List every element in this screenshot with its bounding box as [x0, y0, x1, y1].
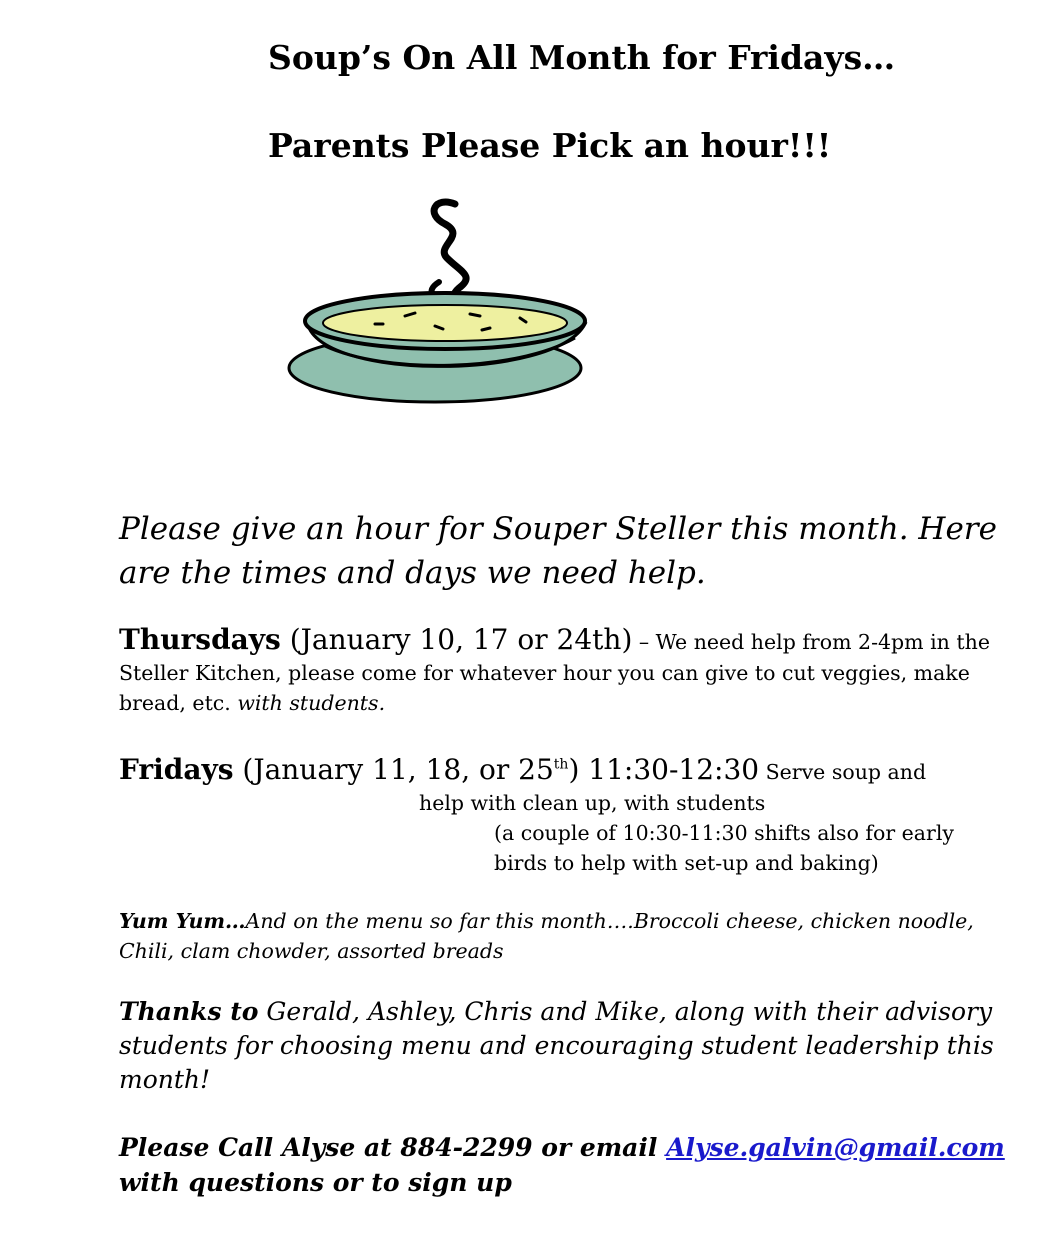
menu-text: And on the menu so far this month….Broccoli cheese, chicken noodle, Chili, clam chowder, assorted breads — [119, 909, 974, 963]
thanks-section — [119, 995, 999, 1097]
soup-bowl-icon — [285, 196, 605, 416]
fridays-dates-suffix: ) 11:30-12:30 — [568, 753, 760, 786]
thursdays-details: – We need help from 2-4pm in the Steller Kitchen, please come for whatever hour you can give to cut veggies, make bread, etc. — [119, 630, 990, 715]
title-line-1: Soup’s On All Month for Fridays… — [268, 38, 896, 77]
fridays-dates-sup: th — [553, 756, 569, 773]
menu-lead: Yum Yum… — [119, 909, 246, 933]
fridays-note — [494, 818, 954, 878]
fridays-note-line-1: (a couple of 10:30-11:30 shifts also for early — [494, 821, 954, 845]
fridays-note-line-2: birds to help with set-up and baking) — [494, 851, 879, 875]
thursdays-emphasis: with students. — [237, 691, 386, 715]
fridays-dates-prefix: (January 11, 18, or 25 — [233, 753, 554, 786]
contact-section — [119, 1130, 1019, 1200]
thursdays-label: Thursdays — [119, 623, 281, 656]
thursdays-section — [119, 622, 1019, 718]
contact-prefix: Please Call Alyse at 884-2299 or email — [119, 1133, 667, 1162]
contact-suffix: with questions or to sign up — [119, 1168, 512, 1197]
thanks-lead: Thanks to — [119, 997, 259, 1026]
thursdays-dates: (January 10, 17 or 24th) — [280, 623, 633, 656]
fridays-line-2: help with clean up, with students — [419, 791, 766, 815]
fridays-details: Serve soup and — [759, 760, 927, 784]
email-link[interactable]: Alyse.galvin@gmail.com — [666, 1133, 1005, 1162]
fridays-label: Fridays — [119, 753, 234, 786]
title-line-2: Parents Please Pick an hour!!! — [268, 126, 832, 165]
menu-section — [119, 906, 1019, 966]
fridays-section — [119, 752, 926, 790]
intro-text: Please give an hour for Souper Steller this month. Here are the times and days we need help. — [119, 511, 997, 591]
thanks-text: Gerald, Ashley, Chris and Mike, along with their advisory students for choosing menu and encouraging student leadership this month! — [119, 997, 994, 1094]
